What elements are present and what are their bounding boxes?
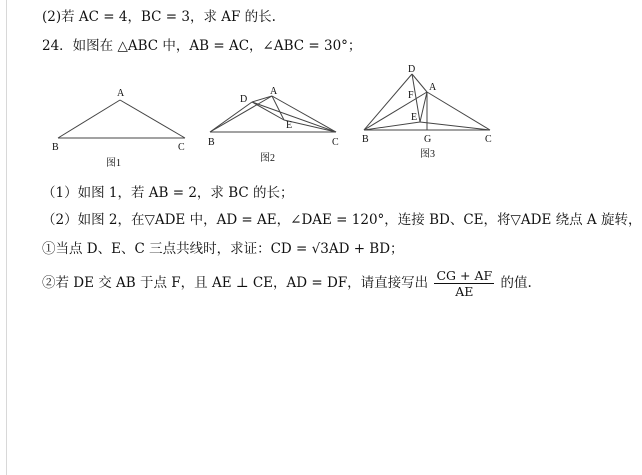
question-part-2-line: (2)若 AC = 4，BC = 3，求 AF 的长.	[42, 9, 276, 25]
fig1-label-a: A	[117, 88, 125, 99]
fig1-caption: 图1	[106, 158, 121, 169]
fig3-line-ae	[420, 92, 427, 122]
figures-row	[40, 62, 510, 176]
fig2-label-a: A	[270, 86, 278, 97]
question-24-part-1: （1）如图 1，若 AB = 2，求 BC 的长；	[42, 185, 294, 201]
fig1-line-ac	[120, 100, 185, 138]
fig3-label-c: C	[485, 134, 492, 145]
fig2-line-bd	[210, 102, 252, 132]
question-24-title: 24．如图在 △ABC 中，AB = AC，∠ABC = 30°；	[42, 38, 362, 54]
fraction-denominator: AE	[455, 284, 474, 299]
fig2-line-ac	[272, 96, 336, 132]
page-margin-line	[6, 0, 7, 475]
fig2-line-dc	[252, 102, 336, 132]
fig2-caption: 图2	[260, 153, 275, 164]
figure-2	[208, 86, 339, 164]
question-24-part-2-2	[42, 268, 532, 299]
part-2-2-text-before: ②若 DE 交 AB 于点 F，且 AE ⊥ CE，AD = DF，请直接写出	[42, 275, 429, 291]
fig3-label-e: E	[411, 112, 418, 123]
question-24-part-2: （2）如图 2，在▽ADE 中，AD = AE，∠DAE = 120°，连接 BD、CE，将▽ADE 绕点 A 旋转，	[42, 212, 642, 228]
fig3-line-eb	[364, 122, 420, 130]
fig1-line-ba	[58, 100, 120, 138]
fig3-label-g: G	[424, 134, 432, 145]
fig3-label-a: A	[429, 82, 437, 93]
fig3-line-ba	[364, 92, 427, 130]
fig2-label-d: D	[240, 94, 248, 105]
fig1-label-b: B	[52, 142, 59, 153]
answer-fraction	[434, 268, 494, 299]
question-24-part-2-1: ①当点 D、E、C 三点共线时，求证：CD = √3AD + BD；	[42, 241, 404, 257]
fraction-numerator: CG + AF	[436, 268, 493, 283]
geometry-figures	[40, 62, 510, 172]
fig2-label-b: B	[208, 137, 215, 148]
figure-3	[362, 64, 492, 160]
fig3-caption: 图3	[420, 149, 435, 160]
figure-1	[52, 88, 185, 169]
fig2-label-e: E	[286, 120, 293, 131]
fig3-label-f: F	[408, 90, 414, 101]
fig2-line-da	[252, 96, 272, 102]
fig3-label-b: B	[362, 134, 369, 145]
fig1-label-c: C	[178, 142, 185, 153]
fig3-label-d: D	[408, 64, 416, 75]
fig3-line-db	[364, 74, 412, 130]
fig2-label-c: C	[332, 137, 339, 148]
part-2-2-text-after: 的值.	[500, 275, 532, 291]
